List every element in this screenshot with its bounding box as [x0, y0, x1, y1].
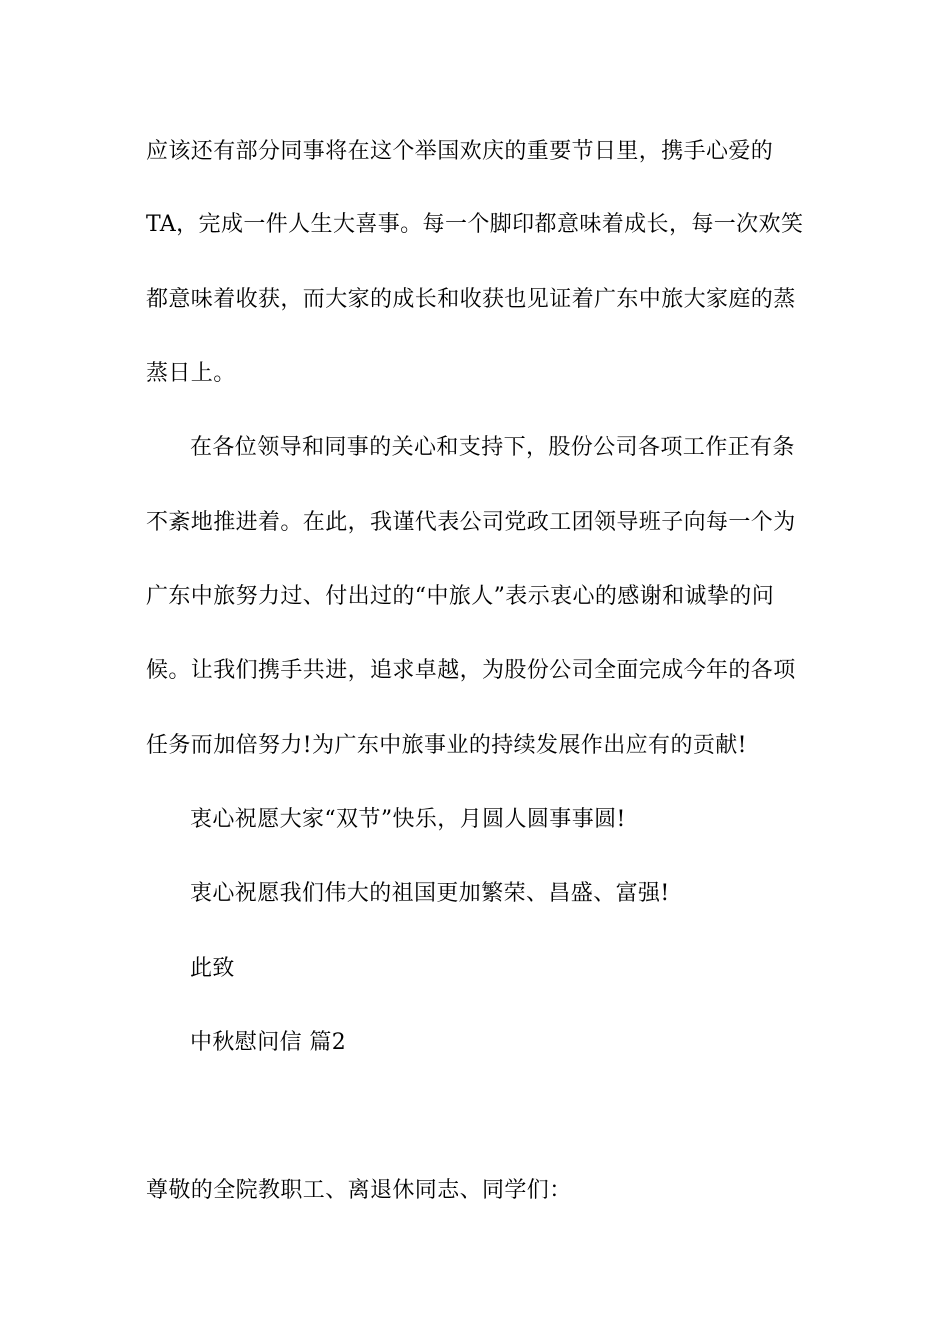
- paragraph-line: 蒸日上。: [146, 361, 236, 386]
- paragraph-line: TA，完成一件人生大喜事。每一个脚印都意味着成长，每一次欢笑: [146, 212, 804, 237]
- closing-line: 此致: [190, 956, 235, 981]
- salutation-line: 尊敬的全院教职工、离退休同志、同学们：: [146, 1178, 572, 1203]
- paragraph-line: 在各位领导和同事的关心和支持下，股份公司各项工作正有条: [190, 435, 795, 460]
- paragraph-line: 候。让我们携手共进，追求卓越，为股份公司全面完成今年的各项: [146, 658, 796, 683]
- paragraph-line: 都意味着收获，而大家的成长和收获也见证着广东中旅大家庭的蒸: [146, 287, 796, 312]
- paragraph-line: 任务而加倍努力!为广东中旅事业的持续发展作出应有的贡献!: [146, 733, 747, 758]
- wish-line: 衷心祝愿我们伟大的祖国更加繁荣、昌盛、富强!: [190, 881, 670, 906]
- section-title: 中秋慰问信 篇2: [190, 1030, 347, 1055]
- paragraph-line: 不紊地推进着。在此，我谨代表公司党政工团领导班子向每一个为: [146, 510, 796, 535]
- wish-line: 衷心祝愿大家“双节”快乐，月圆人圆事事圆!: [190, 807, 626, 832]
- paragraph-line: 广东中旅努力过、付出过的“中旅人”表示衷心的感谢和诚挚的问: [146, 584, 775, 609]
- paragraph-line: 应该还有部分同事将在这个举国欢庆的重要节日里，携手心爱的: [146, 139, 774, 164]
